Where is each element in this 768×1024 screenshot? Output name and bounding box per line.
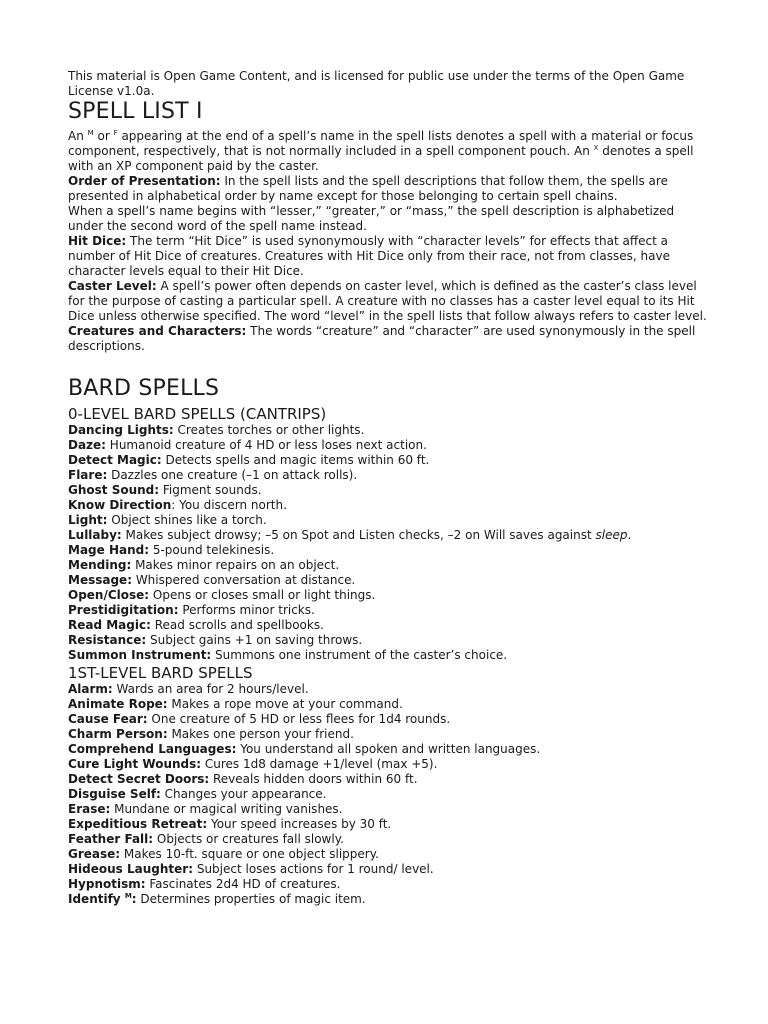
spell-name: Light: — [68, 513, 108, 527]
order-of-presentation: Order of Presentation: In the spell lists and the spell descriptions that follow them, the spells are presented in alphabetical order by name except for those belonging to certain spell chains. — [68, 174, 668, 203]
bard-spells-title: BARD SPELLS — [68, 376, 220, 401]
spell-entry — [68, 682, 708, 697]
spell-name: Hypnotism: — [68, 877, 146, 891]
license-note: This material is Open Game Content, and is licensed for public use under the terms of the Open Game License v1.0a. — [68, 69, 685, 98]
spell-description: Makes 10-ft. square or one object slippery. — [120, 847, 379, 861]
spell-description: Whispered conversation at distance. — [132, 573, 356, 587]
spell-name: Cause Fear: — [68, 712, 148, 726]
spell-name: Charm Person: — [68, 727, 168, 741]
spell-entry — [68, 697, 708, 712]
spell-description: Wards an area for 2 hours/level. — [112, 682, 309, 696]
spell-name: Disguise Self: — [68, 787, 161, 801]
hit-dice-term: Hit Dice: — [68, 234, 127, 248]
spell-description: Object shines like a torch. — [107, 513, 267, 527]
spell-entry — [68, 847, 708, 862]
spell-entry — [68, 468, 708, 483]
spell-description: Humanoid creature of 4 HD or less loses next action. — [105, 438, 427, 452]
spell-name: Grease: — [68, 847, 121, 861]
spell-entry — [68, 483, 708, 498]
creatures-paragraph: Creatures and Characters: The words “creature” and “character” are used synonymously in the spell descriptions. — [68, 324, 696, 353]
level0-heading: 0-LEVEL BARD SPELLS (CANTRIPS) — [68, 405, 327, 423]
spell-entry — [68, 757, 708, 772]
spell-name: Cure Light Wounds: — [68, 757, 202, 771]
spell-entry — [68, 558, 708, 573]
spell-name: Read Magic: — [68, 618, 151, 632]
spell-name: Animate Rope: — [68, 697, 168, 711]
spell-description: Objects or creatures fall slowly. — [153, 832, 344, 846]
spell-description: Makes one person your friend. — [167, 727, 354, 741]
spell-description: Dazzles one creature (–1 on attack rolls). — [107, 468, 358, 482]
spell-name: Lullaby: — [68, 528, 122, 542]
level1-heading: 1ST-LEVEL BARD SPELLS — [68, 664, 253, 682]
spell-name: Expeditious Retreat: — [68, 817, 208, 831]
spell-description: 5-pound telekinesis. — [149, 543, 275, 557]
spell-description: Changes your appearance. — [160, 787, 327, 801]
spell-description: Determines properties of magic item. — [136, 892, 366, 906]
spell-name: Mage Hand: — [68, 543, 150, 557]
spell-entry — [68, 573, 708, 588]
spell-description: Fascinates 2d4 HD of creatures. — [145, 877, 341, 891]
spell-name: Feather Fall: — [68, 832, 154, 846]
spell-entry — [68, 543, 708, 558]
spell-name: Comprehend Languages: — [68, 742, 237, 756]
spell-entry — [68, 877, 708, 892]
spell-description: Reveals hidden doors within 60 ft. — [209, 772, 418, 786]
focus-mark: F — [113, 129, 118, 137]
spell-entry — [68, 453, 708, 468]
spell-description: Subject gains +1 on saving throws. — [146, 633, 363, 647]
spell-name: Alarm: — [68, 682, 113, 696]
spell-entry — [68, 787, 708, 802]
spell-entry — [68, 772, 708, 787]
spell-description: One creature of 5 HD or less flees for 1d4 rounds. — [147, 712, 451, 726]
spell-entry — [68, 832, 708, 847]
spell-description: Cures 1d8 damage +1/level (max +5). — [201, 757, 438, 771]
order-note: When a spell’s name begins with “lesser,” “greater,” or “mass,” the spell description is alphabetized under the second word of the spell name instead. — [68, 204, 675, 233]
spell-entry — [68, 588, 708, 603]
document-page — [68, 69, 708, 907]
spell-entry — [68, 802, 708, 817]
spell-description: Makes subject drowsy; –5 on Spot and Listen checks, –2 on Will saves against — [121, 528, 596, 542]
spell-description: Subject loses actions for 1 round/ level. — [193, 862, 434, 876]
caster-level-paragraph: Caster Level: A spell’s power often depends on caster level, which is defined as the caster’s class level for the purpose of casting a particular spell. A creature with no classes has a caster level equal to its Hit Dice unless otherwise specified. The word “level” in the spell lists that follow always refers to caster level. — [68, 279, 707, 323]
spell-description: Detects spells and magic items within 60 ft. — [161, 453, 430, 467]
spell-name: Ghost Sound: — [68, 483, 160, 497]
order-term: Order of Presentation: — [68, 174, 221, 188]
spell-description: Your speed increases by 30 ft. — [207, 817, 392, 831]
spell-name: Prestidigitation: — [68, 603, 179, 617]
spell-name: Erase: — [68, 802, 111, 816]
spell-name: Open/Close: — [68, 588, 150, 602]
spell-name: Detect Magic: — [68, 453, 162, 467]
xp-mark: X — [593, 144, 599, 152]
material-mark: M — [87, 129, 94, 137]
spell-entry — [68, 618, 708, 633]
intro-paragraph: An $^M$ or $^F$ appearing at the end of a spell’s name in the spell lists denotes a spell with a material or focus component, respectively, that is not normally included in a spell component pouch. An $^X$ denotes a spell with an XP component paid by the caster. — [68, 129, 694, 173]
spell-description: Performs minor tricks. — [178, 603, 315, 617]
spell-name: Daze: — [68, 438, 106, 452]
spell-name: Hideous Laughter: — [68, 862, 194, 876]
spell-name: Message: — [68, 573, 132, 587]
component-mark: M — [124, 892, 132, 900]
spell-entry — [68, 498, 708, 513]
spell-name: Detect Secret Doors: — [68, 772, 210, 786]
spell-description: Opens or closes small or light things. — [149, 588, 376, 602]
spell-entry — [68, 438, 708, 453]
spell-list-title: SPELL LIST I — [68, 99, 203, 124]
spell-entry — [68, 513, 708, 528]
spell-description: Summons one instrument of the caster’s choice. — [211, 648, 508, 662]
spell-entry — [68, 528, 708, 543]
spell-entry — [68, 633, 708, 648]
spell-reference: sleep — [595, 528, 628, 542]
spell-description-tail: . — [627, 528, 632, 542]
spell-name: Know Direction — [68, 498, 172, 512]
spell-name: Flare: — [68, 468, 108, 482]
level1-spell-list — [68, 682, 708, 907]
spell-description: Makes a rope move at your command. — [167, 697, 403, 711]
spell-name: Summon Instrument: — [68, 648, 212, 662]
spell-name: Dancing Lights: — [68, 423, 174, 437]
spell-entry — [68, 817, 708, 832]
spell-entry — [68, 648, 708, 663]
spell-name-suffix: : — [131, 892, 137, 906]
spell-description: Creates torches or other lights. — [173, 423, 365, 437]
spell-name: Mending: — [68, 558, 132, 572]
spell-entry — [68, 423, 708, 438]
spell-entry — [68, 892, 708, 907]
spell-name: Resistance: — [68, 633, 147, 647]
spell-description: : You discern north. — [171, 498, 287, 512]
spell-description: Mundane or magical writing vanishes. — [110, 802, 343, 816]
spell-entry — [68, 712, 708, 727]
spell-entry — [68, 727, 708, 742]
hit-dice-paragraph: Hit Dice: The term “Hit Dice” is used synonymously with “character levels” for effects that affect a number of Hit Dice of creatures. Creatures with Hit Dice only from their race, not from classes, have character levels equal to their Hit Dice. — [68, 234, 670, 278]
spell-name: Identify — [68, 892, 125, 906]
spell-description: Figment sounds. — [159, 483, 262, 497]
creatures-term: Creatures and Characters: — [68, 324, 247, 338]
spell-description: You understand all spoken and written languages. — [236, 742, 541, 756]
spell-description: Read scrolls and spellbooks. — [150, 618, 324, 632]
caster-level-term: Caster Level: — [68, 279, 157, 293]
level0-spell-list — [68, 423, 708, 663]
spell-entry — [68, 862, 708, 877]
spell-description: Makes minor repairs on an object. — [131, 558, 340, 572]
spell-entry — [68, 603, 708, 618]
spell-entry — [68, 742, 708, 757]
